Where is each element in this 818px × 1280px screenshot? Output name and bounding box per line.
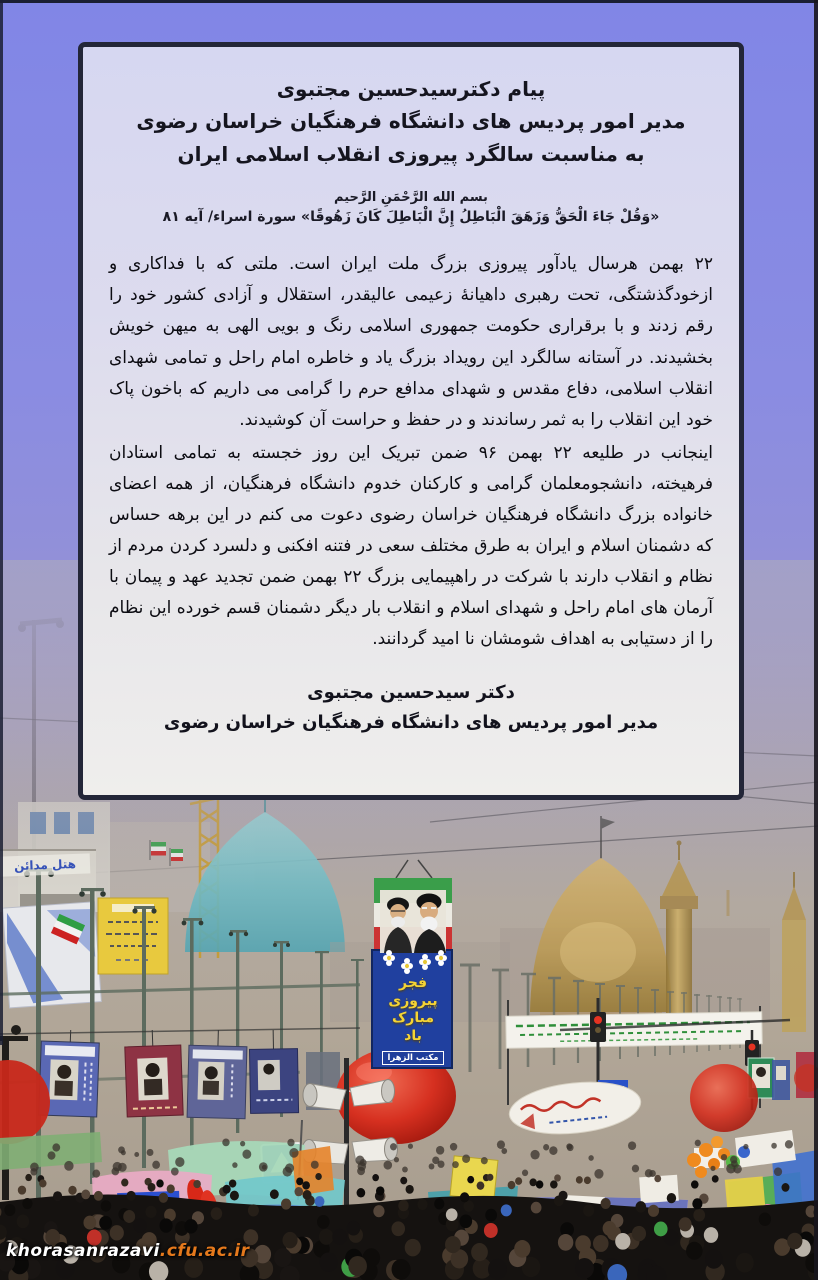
banner-word: باد <box>404 1027 422 1044</box>
frame-edge-top <box>0 0 818 3</box>
watermark <box>6 1241 250 1261</box>
card-title-line-2: مدیر امور پردیس های دانشگاه فرهنگیان خراسان رضوی <box>136 109 686 134</box>
quran-verse: «وَقُلْ جَاءَ الْحَقُّ وَزَهَقَ الْبَاطِلُ إِنَّ الْبَاطِلَ كَانَ زَهُوقًا» سورة اسراء/ آیه ۸۱ <box>162 209 660 226</box>
frame-edge-left <box>0 0 3 1045</box>
message-paragraph-2: اینجانب در طلیعه ۲۲ بهمن ۹۶ ضمن تبریک این روز خجسته به تمامی استادان فرهیخته، دانشجومعلمان گرامی و کارکنان خدوم دانشگاه فرهنگیان، از همه اعضای خانواده بزرگ دانشگاه فرهنگیان خراسان رضوی دعوت می کنم در این برهه حساس که دشمنان اسلام و ایران به طرق مختلف سعی در فتنه افکنی و دلسرد کردن مردم از نظام و انقلاب دارند با شرکت در راهپیمایی بزرگ ۲۲ بهمن ضمن تجدید عهد و پیمان با آرمان های امام راحل و شهدای اسلام و انقلاب بار دیگر دشمنان قسم خورده این نظام را از دستیابی به اهداف شومشان نا امید گردانند. <box>109 442 714 650</box>
signature-name: دکتر سیدحسین مجتبوی <box>307 681 515 703</box>
signature-role: مدیر امور پردیس های دانشگاه فرهنگیان خراسان رضوی <box>163 712 659 734</box>
hotel-sign: هتل مدائن <box>0 853 90 876</box>
banner-footer: مکتب الزهرا <box>382 1051 443 1065</box>
bismillah: بسم الله الرَّحْمَنِ الرَّحیم <box>334 190 488 206</box>
watermark-domain: .cfu.ac.ir <box>159 1241 250 1261</box>
message-paragraph-1: ۲۲ بهمن هرسال یادآور پیروزی بزرگ ملت ایران است. ملتی که با فداکاری و ازخودگذشتگی، تحت رهبری داهیانهٔ زعیمی عالیقدر، استقلال و آزادی کشور خود را رقم زدند و با برقراری حکومت جمهوری اسلامی رنگ و بویی الهی به میهن خویش بخشیدند. در آستانه سالگرد این رویداد بزرگ یاد و خاطره امام راحل و تمامی شهدای انقلاب اسلامی، دفاع مقدس و شهدای مدافع حرم را گرامی می داریم که باخون پاک خود این انقلاب را به ثمر رساندند و در حفظ و حراست آن کوشیدند. <box>109 254 713 430</box>
message-card <box>78 42 744 800</box>
red-balloon-right <box>690 1064 758 1132</box>
banner-word: پیروزی <box>388 992 438 1009</box>
banner-word: فجر <box>399 975 427 991</box>
watermark-site: khorasanrazavi <box>6 1241 160 1261</box>
banner-word: مبارک <box>391 1010 435 1026</box>
card-title-line-3: به مناسبت سالگرد پیروزی انقلاب اسلامی ایران <box>177 141 645 166</box>
frame-edge-right <box>814 0 818 1280</box>
card-title-line-1: پیام دکترسیدحسین مجتبوی <box>276 77 546 101</box>
leaders-banner-text <box>374 975 452 1065</box>
signature-block <box>105 678 717 739</box>
